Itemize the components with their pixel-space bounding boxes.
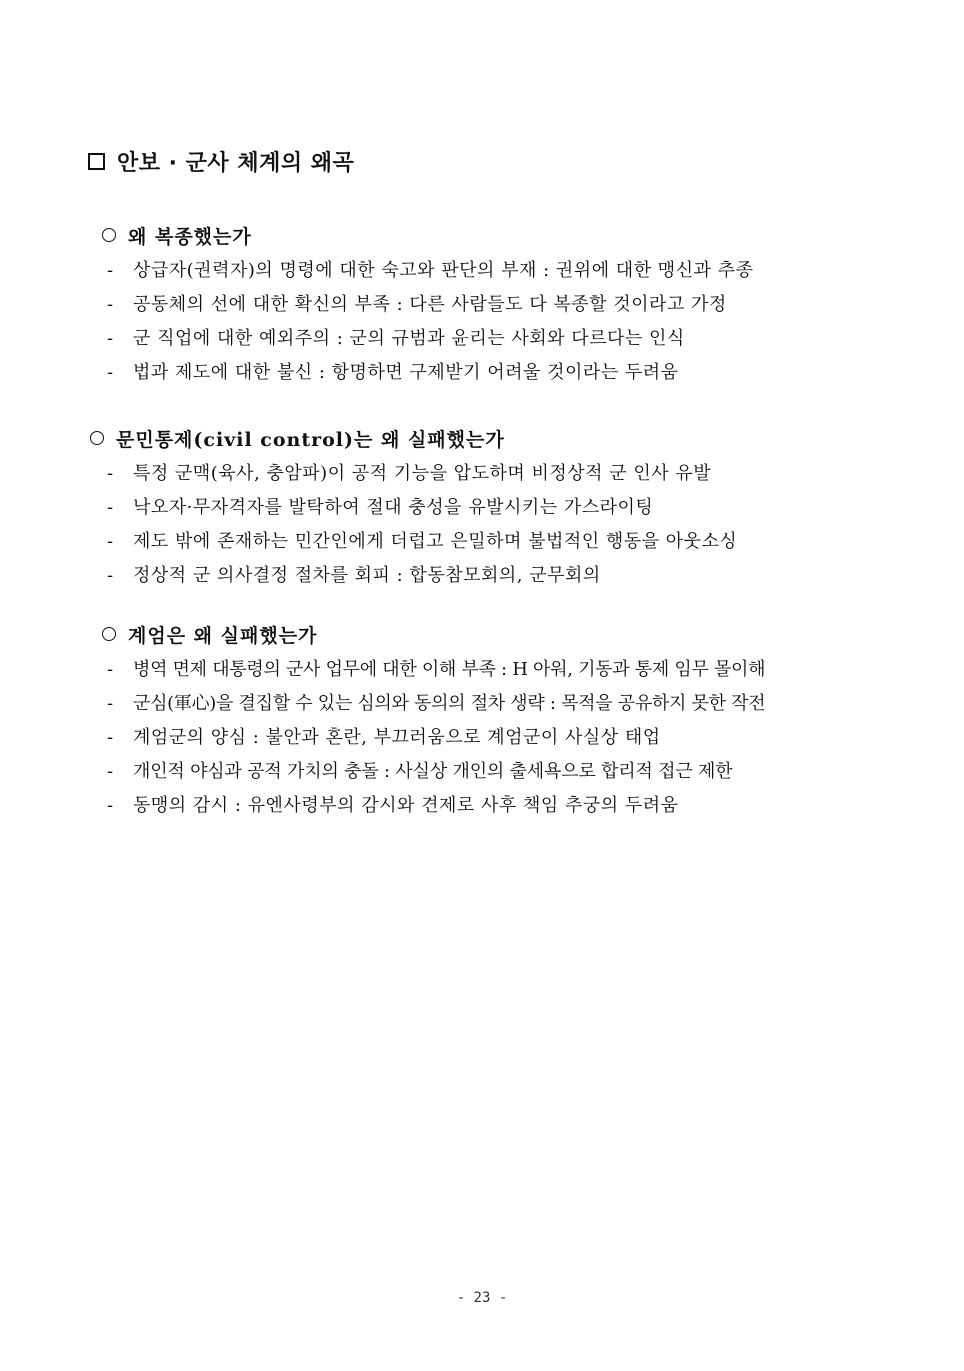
list-item-text: 법과 제도에 대한 불신 : 항명하면 구제받기 어려울 것이라는 두려움: [133, 362, 679, 383]
dash-bullet: -: [107, 761, 113, 782]
dash-bullet: -: [107, 362, 114, 383]
dash-bullet: -: [107, 463, 114, 484]
list-item: [107, 493, 653, 519]
subsection-heading: [102, 222, 252, 249]
dash-bullet: -: [107, 531, 114, 552]
list-item-text: 공동체의 선에 대한 확신의 부족 : 다른 사람들도 다 복종할 것이라고 가정: [133, 294, 727, 315]
list-item-text: 정상적 군 의사결정 절차를 회피 : 합동참모회의, 군무회의: [133, 565, 601, 586]
list-item-text: 낙오자·무자격자를 발탁하여 절대 충성을 유발시키는 가스라이팅: [133, 497, 654, 518]
square-bullet-icon: [88, 153, 105, 170]
list-item: [107, 527, 737, 553]
list-item-text: 상급자(권력자)의 명령에 대한 숙고와 판단의 부재 : 권위에 대한 맹신과 추종: [133, 260, 754, 281]
list-item: [107, 324, 685, 350]
list-item-text: 제도 밖에 존재하는 민간인에게 더럽고 은밀하며 불법적인 행동을 아웃소싱: [133, 531, 738, 552]
list-item-text: 계엄군의 양심 : 불안과 혼란, 부끄러움으로 계엄군이 사실상 태업: [133, 727, 661, 748]
list-item: [107, 561, 601, 587]
list-item: [107, 689, 765, 715]
circle-bullet-icon: [90, 431, 104, 445]
dash-bullet: -: [107, 260, 114, 281]
circle-bullet-icon: [102, 228, 116, 242]
subsection-heading: [102, 621, 317, 648]
subsection-heading: [90, 425, 505, 452]
section-title-text: 안보 · 군사 체계의 왜곡: [117, 151, 355, 176]
section-title: [88, 146, 354, 177]
subsection-heading-text: 문민통제(civil control)는 왜 실패했는가: [116, 429, 505, 451]
dash-bullet: -: [107, 795, 114, 816]
list-item-text: 병역 면제 대통령의 군사 업무에 대한 이해 부족 : H 아워, 기동과 통제 임무 몰이해: [133, 659, 766, 680]
list-item: [107, 757, 732, 783]
page-number: - 23 -: [456, 1290, 508, 1306]
list-item: [107, 791, 679, 817]
dash-bullet: -: [107, 497, 114, 518]
list-item-text: 개인적 야심과 공적 가치의 충돌 : 사실상 개인의 출세욕으로 합리적 접근 제한: [133, 761, 733, 782]
circle-bullet-icon: [102, 627, 116, 641]
dash-bullet: -: [107, 294, 114, 315]
list-item: [107, 459, 711, 485]
dash-bullet: -: [107, 565, 114, 586]
dash-bullet: -: [107, 693, 113, 714]
subsection-heading-text: 계엄은 왜 실패했는가: [128, 625, 318, 647]
list-item: [107, 358, 679, 384]
list-item-text: 군심(軍心)을 결집할 수 있는 심의와 동의의 절차 생략 : 목적을 공유하지 못한 작전: [133, 693, 766, 714]
list-item: [107, 290, 727, 316]
dash-bullet: -: [107, 727, 114, 748]
list-item: [107, 723, 661, 749]
list-item: [107, 655, 765, 681]
list-item-text: 특정 군맥(육사, 충암파)이 공적 기능을 압도하며 비정상적 군 인사 유발: [133, 463, 712, 484]
list-item-text: 동맹의 감시 : 유엔사령부의 감시와 견제로 사후 책임 추궁의 두려움: [133, 795, 679, 816]
list-item: [107, 256, 753, 282]
dash-bullet: -: [107, 328, 114, 349]
dash-bullet: -: [107, 659, 113, 680]
list-item-text: 군 직업에 대한 예외주의 : 군의 규범과 윤리는 사회와 다르다는 인식: [133, 328, 685, 349]
subsection-heading-text: 왜 복종했는가: [128, 226, 252, 248]
